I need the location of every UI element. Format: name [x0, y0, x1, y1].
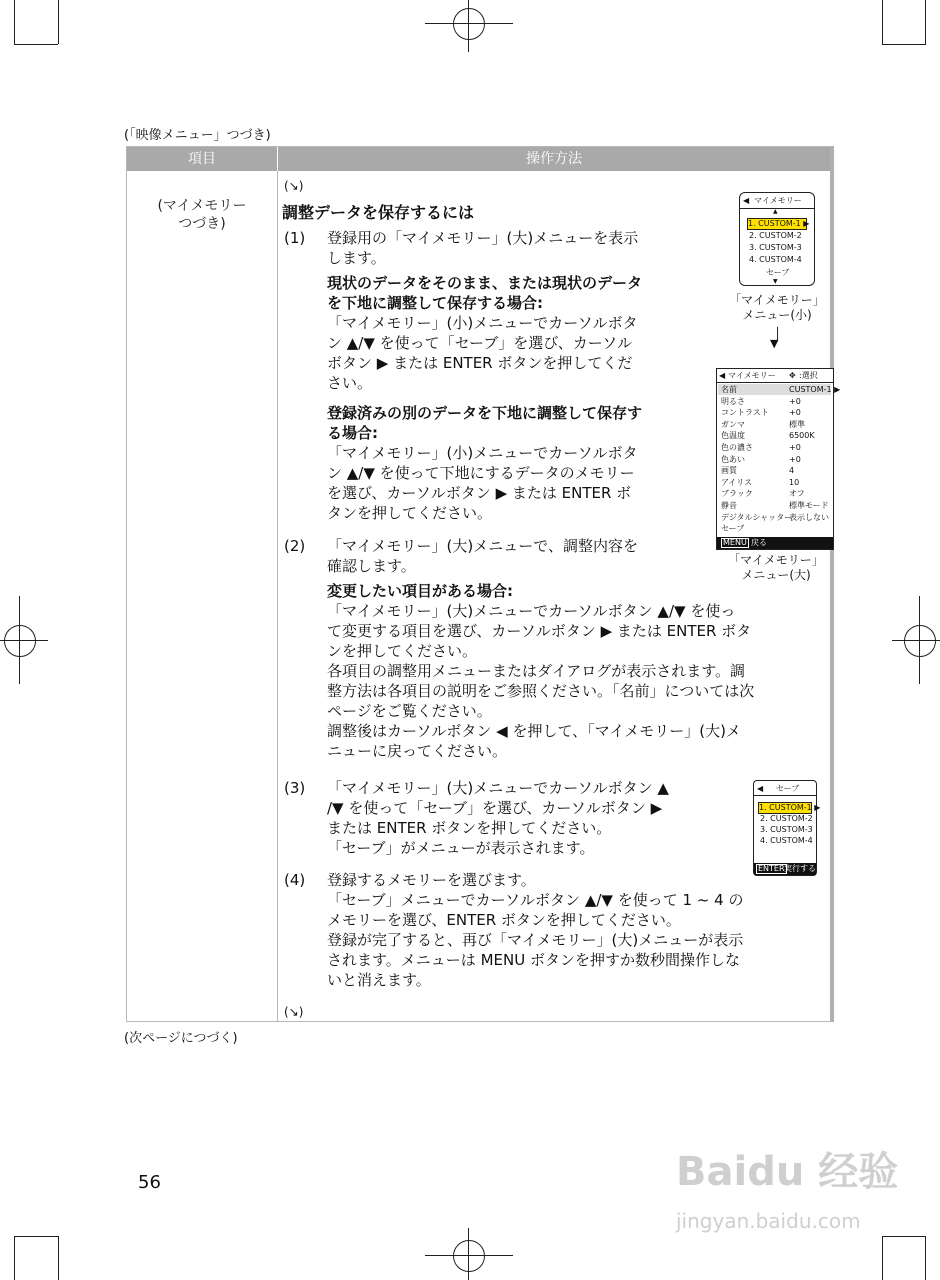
arrowhead-icon: ▼ [770, 337, 779, 350]
large-menu-row-label: セーブ [721, 524, 745, 534]
down-arrow-icon: │ [774, 327, 782, 341]
step-1-case1-body: 「マイメモリー」(小)メニューでカーソルボタ ン ▲/▼ を使って「セーブ」を選び、カーソル ボタン ▶ または ENTER ボタンを押してくだ さい。 [327, 314, 638, 392]
large-menu-title: マイメモリー [728, 371, 776, 380]
large-menu-row-label: 明るさ [721, 396, 745, 406]
top-caption: (「映像メニュー」つづき) [124, 128, 271, 143]
large-menu-row-label: 色あい [721, 454, 745, 464]
large-menu-row-label: 静音 [721, 501, 737, 510]
small-menu-item-save: セーブ [766, 268, 790, 277]
arrow-bottom: (↘) [284, 1005, 304, 1019]
step-1-case2-title: 登録済みの別のデータを下地に調整して保存す る場合: [327, 404, 643, 442]
large-menu-row-value: +0 [789, 443, 801, 452]
enter-key-label: ENTER [758, 864, 785, 873]
step-4-text: 登録するメモリーを選びます。 「セーブ」メニューでカーソルボタン ▲/▼ を使って 1 ~ 4 の メモリーを選び、ENTER ボタンを押してください。 登録が完了すると、再び「マイメモリー」(大)メニューが表示 されます。メニューは MENU ボタンを押すか数秒間操作しな いと消えます。 [327, 871, 744, 989]
step-2-text: 「マイメモリー」(大)メニューで、調整内容を 確認します。 [327, 537, 638, 575]
step-3-number: (3) [284, 779, 306, 797]
watermark-url: jingyan.baidu.com [676, 1209, 861, 1233]
large-menu-caption: 「マイメモリー」 メニュー(大) [728, 553, 824, 582]
table-header [127, 147, 830, 171]
section-title: 調整データを保存するには [282, 203, 475, 222]
save-menu [753, 780, 821, 876]
large-menu-row-label: ガンマ [721, 419, 745, 429]
save-menu-footer [754, 863, 816, 875]
save-menu-item-2: 2. CUSTOM-2 [760, 814, 813, 823]
save-menu-title: セーブ [776, 784, 800, 793]
back-triangle-icon: ◀ [757, 784, 764, 793]
large-menu-row-value: 6500K [789, 431, 815, 441]
step-1-text: 登録用の「マイメモリー」(大)メニューを表示 します。 [327, 229, 639, 267]
watermark-logo: Baidu 经验 [676, 1149, 899, 1195]
large-menu-row-value: 10 [789, 477, 800, 487]
arrow-top: (↘) [284, 179, 304, 193]
large-menu-row-value: +0 [789, 396, 801, 406]
step-3-text: 「マイメモリー」(大)メニューでカーソルボタン ▲ /▼ を使って「セーブ」を選び、カーソルボタン ▶ または ENTER ボタンを押してください。 「セーブ」がメニューが表示されます。 [327, 779, 669, 857]
large-memory-menu [716, 368, 841, 550]
large-menu-row-label: ブラック [721, 489, 753, 499]
menu-key-label: MENU [723, 538, 747, 547]
back-triangle-icon: ◀ [719, 371, 726, 380]
large-menu-row-value: 標準モード [789, 501, 829, 510]
header-item: 項目 [188, 151, 216, 167]
large-menu-row-value: 表示しない [789, 512, 829, 522]
save-menu-item-3: 3. CUSTOM-3 [760, 825, 813, 834]
large-menu-row-label: アイリス [721, 477, 753, 487]
step-1-number: (1) [284, 229, 306, 247]
large-menu-row-label: コントラスト [721, 408, 769, 418]
item-name: (マイメモリー つづき) [157, 198, 247, 232]
page-number: 56 [138, 1172, 161, 1193]
large-menu-row-label: 画質 [721, 466, 737, 476]
step-4-number: (4) [284, 871, 306, 889]
step-1-case1-title: 現状のデータをそのまま、または現状のデータ を下地に調整して保存する場合: [327, 274, 643, 312]
save-menu-item-4: 4. CUSTOM-4 [760, 836, 813, 845]
large-menu-row-label: 色温度 [721, 431, 745, 441]
small-menu-item-3: 3. CUSTOM-3 [749, 243, 802, 252]
small-menu-title: マイメモリー [754, 196, 802, 205]
save-menu-item-1: 1. CUSTOM-1 ▶ [759, 803, 821, 812]
large-menu-row-value: +0 [789, 454, 801, 464]
step-2-number: (2) [284, 537, 306, 555]
step-2-case-title: 変更したい項目がある場合: [327, 582, 513, 600]
large-menu-row-value: +0 [789, 408, 801, 418]
execute-label: 実行する [784, 864, 816, 873]
large-menu-row-label: デジタルシャッター [721, 512, 793, 522]
small-menu-item-1: 1. CUSTOM-1 ▶ [748, 219, 810, 228]
header-method: 操作方法 [526, 151, 582, 167]
small-menu-caption: 「マイメモリー」 メニュー(小) [729, 293, 825, 322]
scroll-up-icon: ▲ [773, 208, 778, 215]
back-label: 戻る [751, 538, 767, 547]
back-triangle-icon: ◀ [743, 196, 750, 205]
large-menu-row-label: 名前 [721, 385, 737, 394]
step-2-case-body: 「マイメモリー」(大)メニューでカーソルボタン ▲/▼ を使っ て変更する項目を選び、カーソルボタン ▶ または ENTER ボタ ンを押してください。 各項目の調整用メニューまたはダイアログが表示されます。調 整方法は各項目の説明をご参照ください。「名前」については次 ページをご覧ください。 調整後はカーソルボタン ◀ を押して、「マイメモリー」(大)メ ニューに戻ってください。 [327, 602, 755, 760]
step-1-case2-body: 「マイメモリー」(小)メニューでカーソルボタ ン ▲/▼ を使って下地にするデータのメモリー を選び、カーソルボタン ▶ または ENTER ボ タンを押してください。 [327, 444, 638, 522]
large-menu-row-value: CUSTOM-1 ▶ [789, 385, 841, 394]
small-menu-item-4: 4. CUSTOM-4 [749, 255, 802, 264]
small-menu-item-2: 2. CUSTOM-2 [749, 231, 802, 240]
large-menu-row-value: 標準 [789, 419, 805, 429]
select-label: :選択 [799, 371, 818, 380]
large-menu-row-value: 4 [789, 466, 795, 476]
large-menu-row-value: オフ [789, 489, 805, 499]
large-menu-row-label: 色の濃さ [721, 443, 753, 452]
small-memory-menu [739, 192, 815, 286]
bottom-caption: (次ページにつづく) [124, 1031, 238, 1046]
select-cross-icon: ✥ [789, 371, 796, 380]
scroll-down-icon: ▼ [773, 278, 778, 285]
large-menu-footer [717, 537, 833, 549]
